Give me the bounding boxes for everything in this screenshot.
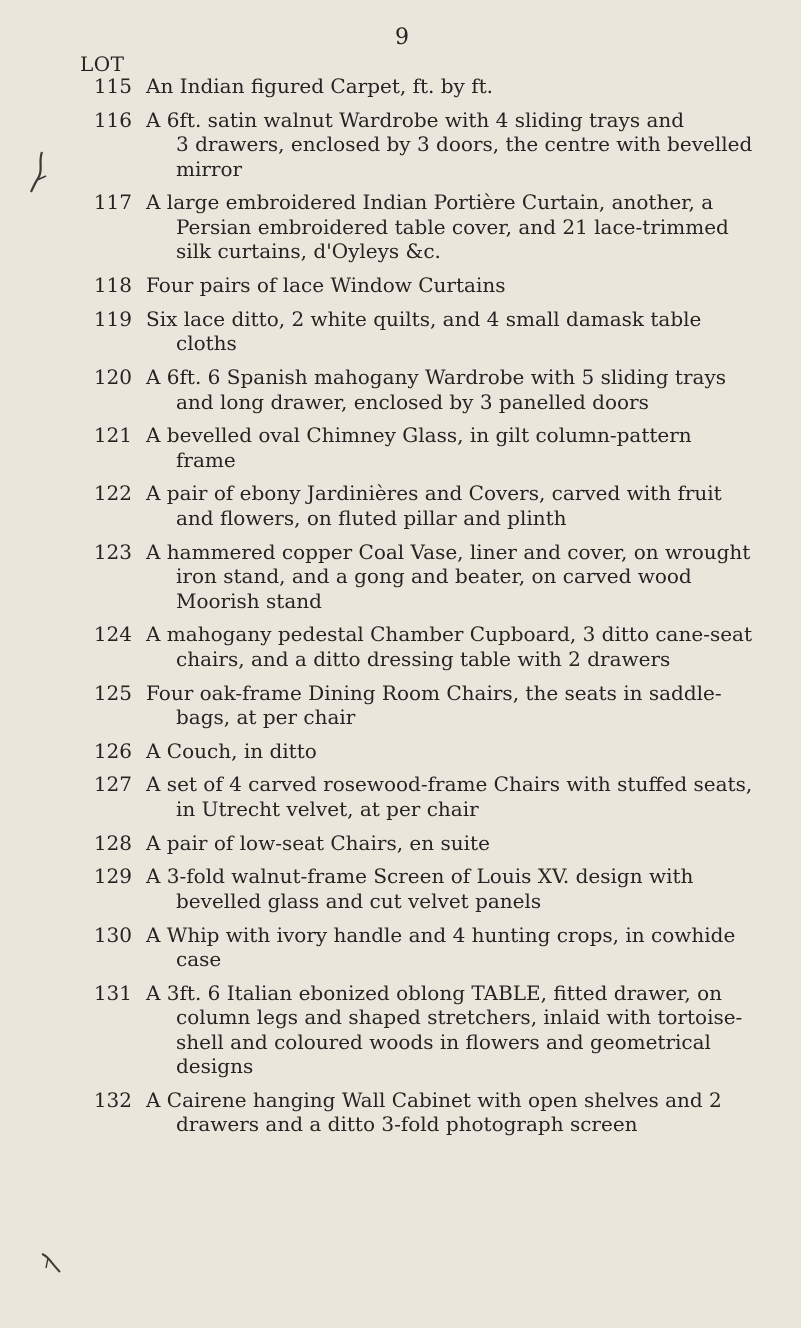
lot-description xyxy=(146,273,781,298)
lot-description-continuation: and flowers, on fluted pillar and plinth xyxy=(176,505,567,530)
lot-description-continuation: case xyxy=(176,947,222,971)
lot-description-line: Six lace ditto, 2 white quilts, and 4 small damask table xyxy=(146,306,702,331)
lot-number: 127 xyxy=(93,772,132,797)
lot-description-line: A Cairene hanging Wall Cabinet with open shelves and 2 xyxy=(146,1087,722,1112)
lot-description-line: A bevelled oval Chimney Glass, in gilt column-pattern xyxy=(146,423,692,448)
lot-number: 120 xyxy=(93,365,132,389)
lot-description-continuation: and long drawer, enclosed by 3 panelled doors xyxy=(176,389,649,414)
lot-description xyxy=(146,923,781,972)
lot-description-continuation: Persian embroidered table cover, and 21 lace-trimmed xyxy=(176,214,729,239)
lot-description xyxy=(146,864,781,913)
page-number: 9 xyxy=(395,25,409,50)
lot-description-continuation: designs xyxy=(176,1054,254,1079)
lot-description-continuation: in Utrecht velvet, at per chair xyxy=(176,796,479,821)
lot-number: 117 xyxy=(93,190,132,215)
lot-description xyxy=(146,540,781,614)
lot-description xyxy=(146,307,781,356)
lot-description-continuation: iron stand, and a gong and beater, on carved wood xyxy=(176,564,692,589)
lot-description-continuation: column legs and shaped stretchers, inlaid with tortoise- xyxy=(176,1005,743,1030)
lot-description xyxy=(146,190,781,264)
margin-pencil-mark xyxy=(28,150,52,194)
lot-description-line: Four oak-frame Dining Room Chairs, the seats in saddle- xyxy=(146,680,722,705)
lot-number: 119 xyxy=(93,306,132,331)
lot-description-line: A pair of ebony Jardinières and Covers, carved with fruit xyxy=(146,481,722,506)
lot-description-line: A 6ft. satin walnut Wardrobe with 4 sliding trays and xyxy=(146,107,685,132)
lot-description-continuation: shell and coloured woods in flowers and geometrical xyxy=(176,1029,711,1054)
lot-description xyxy=(146,423,781,472)
lot-number: 116 xyxy=(93,107,132,132)
lot-description-continuation: cloths xyxy=(176,331,237,356)
lot-description xyxy=(146,74,781,99)
lot-description-line: A 3-fold walnut-frame Screen of Louis XV. design with xyxy=(146,864,694,889)
lot-description-line: A Couch, in ditto xyxy=(146,738,317,763)
lot-number: 121 xyxy=(93,423,132,448)
lot-description-line: A large embroidered Indian Portière Curtain, another, a xyxy=(146,190,714,215)
lot-description xyxy=(146,108,781,182)
lot-description-line: A 6ft. 6 Spanish mahogany Wardrobe with 5 sliding trays xyxy=(146,365,726,389)
lot-description xyxy=(146,831,781,856)
lot-description-continuation: drawers and a ditto 3-fold photograph screen xyxy=(176,1112,638,1137)
lot-number: 131 xyxy=(93,980,132,1005)
lot-description xyxy=(146,1088,781,1137)
lot-description-line: A mahogany pedestal Chamber Cupboard, 3 ditto cane-seat xyxy=(146,622,753,647)
lot-description-continuation: bevelled glass and cut velvet panels xyxy=(176,888,542,913)
lot-description-continuation: Moorish stand xyxy=(176,588,322,613)
lot-description-line: An Indian figured Carpet, ft. by ft. xyxy=(146,74,493,98)
lot-description-line: A hammered copper Coal Vase, liner and cover, on wrought xyxy=(146,539,751,564)
lot-description-line: A Whip with ivory handle and 4 hunting crops, in cowhide xyxy=(146,922,736,947)
lot-description-continuation: 3 drawers, enclosed by 3 doors, the centre with bevelled xyxy=(176,132,753,157)
lot-number: 126 xyxy=(93,738,132,763)
lot-description xyxy=(146,739,781,764)
lot-description-line: A 3ft. 6 Italian ebonized oblong TABLE, fitted drawer, on xyxy=(146,980,723,1005)
lot-description-continuation: silk curtains, d'Oyleys &c. xyxy=(176,239,441,264)
lot-number: 125 xyxy=(93,680,132,705)
lot-number: 123 xyxy=(93,539,132,564)
lot-description xyxy=(146,981,781,1079)
lot-number: 130 xyxy=(93,922,132,947)
lot-description-continuation: bags, at per chair xyxy=(176,705,356,729)
lot-description xyxy=(146,622,781,671)
lot-description-line: A set of 4 carved rosewood-frame Chairs with stuffed seats, xyxy=(146,772,753,797)
lot-number: 129 xyxy=(93,864,132,889)
lot-description-continuation: chairs, and a ditto dressing table with 2 drawers xyxy=(176,646,671,671)
lot-number: 122 xyxy=(93,481,132,506)
lot-description-continuation: frame xyxy=(176,447,236,472)
lot-number: 115 xyxy=(93,74,132,98)
lot-number: 124 xyxy=(93,622,132,647)
lot-description-continuation: mirror xyxy=(176,156,243,181)
lot-description xyxy=(146,772,781,821)
lot-description-line: Four pairs of lace Window Curtains xyxy=(146,273,506,298)
lot-number: 128 xyxy=(93,830,132,855)
lot-description xyxy=(146,365,781,414)
lot-description xyxy=(146,681,781,730)
lot-number: 132 xyxy=(93,1087,132,1112)
lot-column-heading: LOT xyxy=(80,52,125,76)
lot-description-line: A pair of low-seat Chairs, en suite xyxy=(146,830,490,855)
margin-pencil-mark-bottom xyxy=(38,1250,64,1278)
lot-number: 118 xyxy=(93,273,132,298)
lot-description xyxy=(146,481,781,530)
